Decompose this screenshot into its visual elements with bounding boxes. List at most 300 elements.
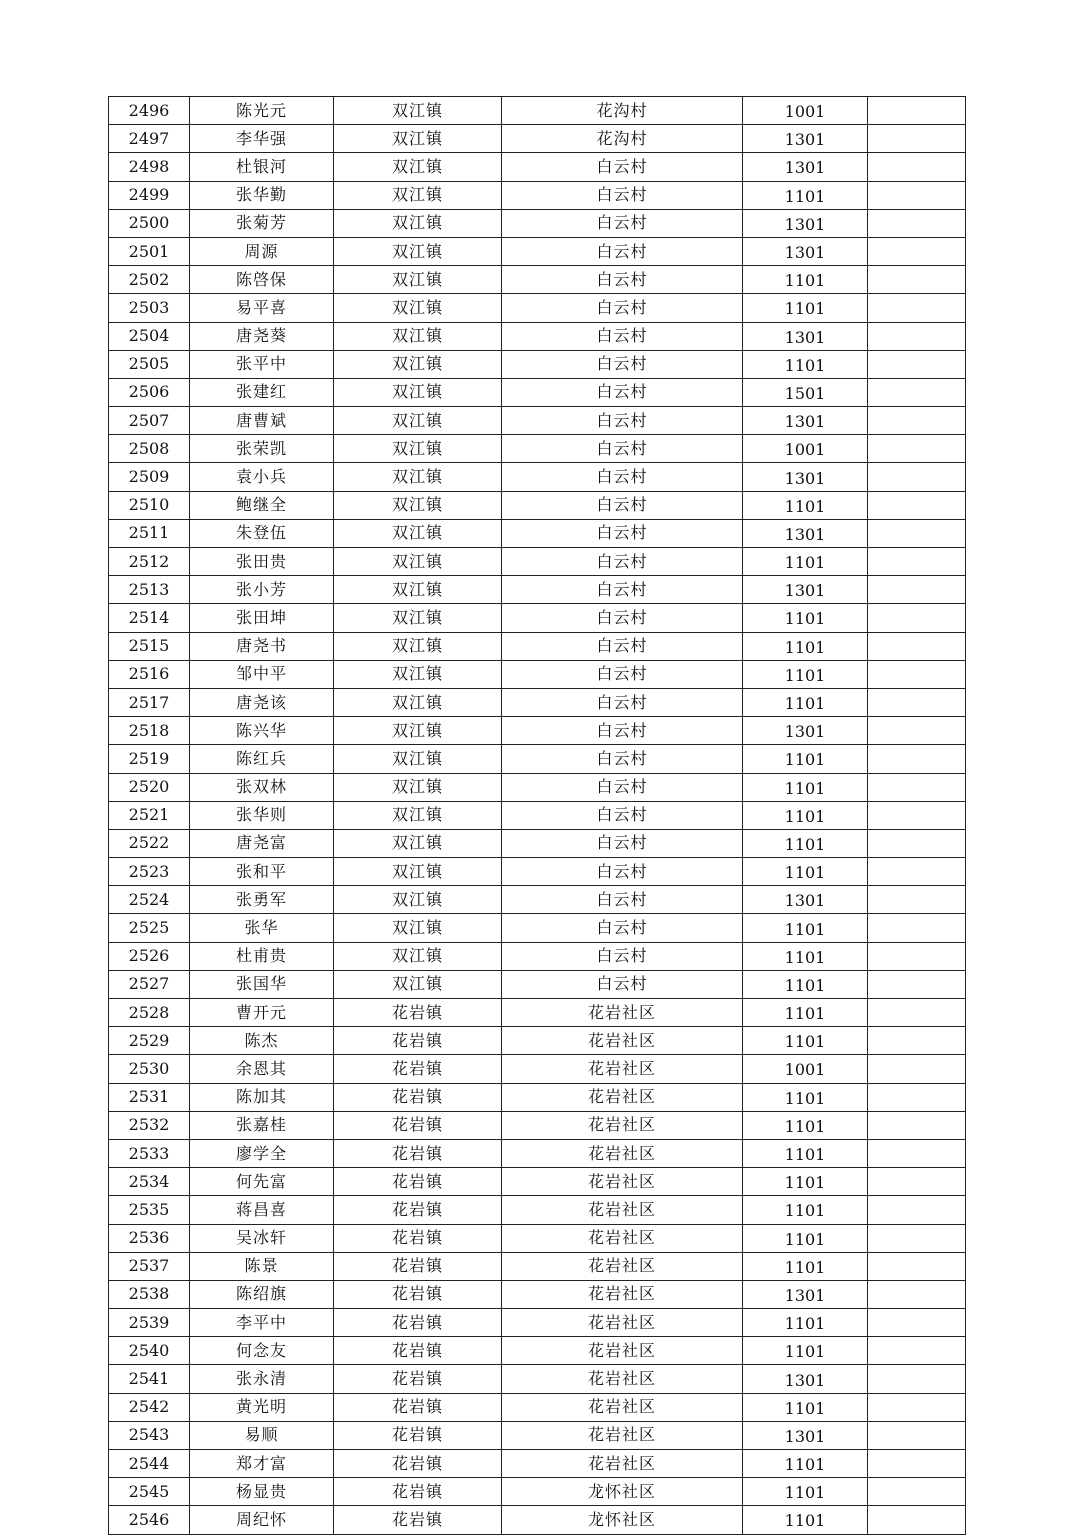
code-cell: 1101 bbox=[743, 350, 868, 378]
row-number-cell: 2524 bbox=[109, 886, 190, 914]
table-row bbox=[109, 519, 966, 547]
village-cell: 花岩社区 bbox=[502, 1111, 743, 1139]
row-number-cell: 2498 bbox=[109, 153, 190, 181]
village-cell: 白云村 bbox=[502, 350, 743, 378]
name-cell: 蒋昌喜 bbox=[190, 1196, 334, 1224]
code-cell: 1101 bbox=[743, 999, 868, 1027]
town-cell: 花岩镇 bbox=[334, 1506, 502, 1534]
village-cell: 白云村 bbox=[502, 660, 743, 688]
name-cell: 黄光明 bbox=[190, 1393, 334, 1421]
name-cell: 朱登伍 bbox=[190, 519, 334, 547]
code-cell: 1101 bbox=[743, 942, 868, 970]
table-row bbox=[109, 1280, 966, 1308]
town-cell: 花岩镇 bbox=[334, 1365, 502, 1393]
village-cell: 白云村 bbox=[502, 181, 743, 209]
row-number-cell: 2544 bbox=[109, 1450, 190, 1478]
town-cell: 双江镇 bbox=[334, 181, 502, 209]
note-cell bbox=[868, 1478, 966, 1506]
village-cell: 白云村 bbox=[502, 773, 743, 801]
row-number-cell: 2532 bbox=[109, 1111, 190, 1139]
note-cell bbox=[868, 1393, 966, 1421]
table-row bbox=[109, 1450, 966, 1478]
name-cell: 陈加其 bbox=[190, 1083, 334, 1111]
note-cell bbox=[868, 773, 966, 801]
roster-table bbox=[108, 96, 966, 1535]
town-cell: 双江镇 bbox=[334, 266, 502, 294]
note-cell bbox=[868, 829, 966, 857]
town-cell: 双江镇 bbox=[334, 773, 502, 801]
town-cell: 双江镇 bbox=[334, 97, 502, 125]
code-cell: 1101 bbox=[743, 548, 868, 576]
code-cell: 1101 bbox=[743, 801, 868, 829]
village-cell: 白云村 bbox=[502, 322, 743, 350]
code-cell: 1301 bbox=[743, 576, 868, 604]
village-cell: 白云村 bbox=[502, 688, 743, 716]
code-cell: 1301 bbox=[743, 322, 868, 350]
row-number-cell: 2501 bbox=[109, 237, 190, 265]
code-cell: 1101 bbox=[743, 1393, 868, 1421]
code-cell: 1101 bbox=[743, 632, 868, 660]
name-cell: 唐尧书 bbox=[190, 632, 334, 660]
note-cell bbox=[868, 519, 966, 547]
name-cell: 李华强 bbox=[190, 125, 334, 153]
code-cell: 1101 bbox=[743, 604, 868, 632]
town-cell: 双江镇 bbox=[334, 491, 502, 519]
village-cell: 花沟村 bbox=[502, 125, 743, 153]
note-cell bbox=[868, 1139, 966, 1167]
table-row bbox=[109, 1168, 966, 1196]
table-row bbox=[109, 1506, 966, 1534]
note-cell bbox=[868, 1280, 966, 1308]
table-row bbox=[109, 914, 966, 942]
village-cell: 花岩社区 bbox=[502, 999, 743, 1027]
code-cell: 1301 bbox=[743, 886, 868, 914]
name-cell: 张永清 bbox=[190, 1365, 334, 1393]
town-cell: 双江镇 bbox=[334, 829, 502, 857]
name-cell: 陈景 bbox=[190, 1252, 334, 1280]
table-row bbox=[109, 181, 966, 209]
village-cell: 白云村 bbox=[502, 266, 743, 294]
row-number-cell: 2510 bbox=[109, 491, 190, 519]
code-cell: 1501 bbox=[743, 378, 868, 406]
code-cell: 1101 bbox=[743, 1168, 868, 1196]
note-cell bbox=[868, 886, 966, 914]
name-cell: 杜甫贵 bbox=[190, 942, 334, 970]
table-row bbox=[109, 604, 966, 632]
village-cell: 花岩社区 bbox=[502, 1365, 743, 1393]
town-cell: 双江镇 bbox=[334, 378, 502, 406]
name-cell: 张菊芳 bbox=[190, 209, 334, 237]
table-row bbox=[109, 125, 966, 153]
table-row bbox=[109, 209, 966, 237]
town-cell: 花岩镇 bbox=[334, 999, 502, 1027]
note-cell bbox=[868, 153, 966, 181]
row-number-cell: 2530 bbox=[109, 1055, 190, 1083]
name-cell: 易顺 bbox=[190, 1421, 334, 1449]
town-cell: 双江镇 bbox=[334, 858, 502, 886]
row-number-cell: 2505 bbox=[109, 350, 190, 378]
name-cell: 张嘉桂 bbox=[190, 1111, 334, 1139]
town-cell: 双江镇 bbox=[334, 125, 502, 153]
table-row bbox=[109, 999, 966, 1027]
note-cell bbox=[868, 576, 966, 604]
code-cell: 1101 bbox=[743, 1224, 868, 1252]
code-cell: 1301 bbox=[743, 1365, 868, 1393]
table-row bbox=[109, 576, 966, 604]
village-cell: 花岩社区 bbox=[502, 1309, 743, 1337]
note-cell bbox=[868, 1111, 966, 1139]
row-number-cell: 2515 bbox=[109, 632, 190, 660]
name-cell: 张和平 bbox=[190, 858, 334, 886]
village-cell: 白云村 bbox=[502, 548, 743, 576]
note-cell bbox=[868, 604, 966, 632]
town-cell: 双江镇 bbox=[334, 914, 502, 942]
name-cell: 李平中 bbox=[190, 1309, 334, 1337]
town-cell: 双江镇 bbox=[334, 407, 502, 435]
code-cell: 1101 bbox=[743, 294, 868, 322]
name-cell: 周源 bbox=[190, 237, 334, 265]
row-number-cell: 2546 bbox=[109, 1506, 190, 1534]
name-cell: 陈光元 bbox=[190, 97, 334, 125]
row-number-cell: 2497 bbox=[109, 125, 190, 153]
village-cell: 花岩社区 bbox=[502, 1450, 743, 1478]
village-cell: 花岩社区 bbox=[502, 1337, 743, 1365]
row-number-cell: 2537 bbox=[109, 1252, 190, 1280]
table-row bbox=[109, 97, 966, 125]
village-cell: 花岩社区 bbox=[502, 1252, 743, 1280]
village-cell: 花沟村 bbox=[502, 97, 743, 125]
note-cell bbox=[868, 1365, 966, 1393]
table-row bbox=[109, 1055, 966, 1083]
town-cell: 双江镇 bbox=[334, 548, 502, 576]
table-row bbox=[109, 1478, 966, 1506]
name-cell: 杜银河 bbox=[190, 153, 334, 181]
note-cell bbox=[868, 632, 966, 660]
village-cell: 花岩社区 bbox=[502, 1421, 743, 1449]
row-number-cell: 2534 bbox=[109, 1168, 190, 1196]
code-cell: 1101 bbox=[743, 1111, 868, 1139]
table-row bbox=[109, 491, 966, 519]
note-cell bbox=[868, 407, 966, 435]
name-cell: 张国华 bbox=[190, 970, 334, 998]
note-cell bbox=[868, 858, 966, 886]
town-cell: 双江镇 bbox=[334, 745, 502, 773]
note-cell bbox=[868, 435, 966, 463]
row-number-cell: 2500 bbox=[109, 209, 190, 237]
note-cell bbox=[868, 491, 966, 519]
row-number-cell: 2529 bbox=[109, 1027, 190, 1055]
note-cell bbox=[868, 999, 966, 1027]
note-cell bbox=[868, 717, 966, 745]
roster-table-body bbox=[109, 97, 966, 1535]
table-row bbox=[109, 266, 966, 294]
name-cell: 廖学全 bbox=[190, 1139, 334, 1167]
row-number-cell: 2514 bbox=[109, 604, 190, 632]
row-number-cell: 2518 bbox=[109, 717, 190, 745]
note-cell bbox=[868, 97, 966, 125]
town-cell: 双江镇 bbox=[334, 209, 502, 237]
table-row bbox=[109, 632, 966, 660]
table-row bbox=[109, 1365, 966, 1393]
name-cell: 张田贵 bbox=[190, 548, 334, 576]
note-cell bbox=[868, 1252, 966, 1280]
village-cell: 白云村 bbox=[502, 153, 743, 181]
town-cell: 花岩镇 bbox=[334, 1224, 502, 1252]
table-row bbox=[109, 153, 966, 181]
village-cell: 白云村 bbox=[502, 914, 743, 942]
town-cell: 双江镇 bbox=[334, 294, 502, 322]
town-cell: 双江镇 bbox=[334, 886, 502, 914]
village-cell: 花岩社区 bbox=[502, 1168, 743, 1196]
note-cell bbox=[868, 1337, 966, 1365]
town-cell: 花岩镇 bbox=[334, 1139, 502, 1167]
table-row bbox=[109, 970, 966, 998]
row-number-cell: 2506 bbox=[109, 378, 190, 406]
village-cell: 白云村 bbox=[502, 801, 743, 829]
town-cell: 双江镇 bbox=[334, 435, 502, 463]
town-cell: 花岩镇 bbox=[334, 1478, 502, 1506]
town-cell: 双江镇 bbox=[334, 153, 502, 181]
town-cell: 花岩镇 bbox=[334, 1027, 502, 1055]
table-row bbox=[109, 435, 966, 463]
name-cell: 吴冰轩 bbox=[190, 1224, 334, 1252]
table-row bbox=[109, 1252, 966, 1280]
table-row bbox=[109, 688, 966, 716]
table-row bbox=[109, 1337, 966, 1365]
table-row bbox=[109, 717, 966, 745]
table-row bbox=[109, 548, 966, 576]
table-row bbox=[109, 1196, 966, 1224]
town-cell: 花岩镇 bbox=[334, 1252, 502, 1280]
code-cell: 1301 bbox=[743, 153, 868, 181]
table-row bbox=[109, 350, 966, 378]
village-cell: 白云村 bbox=[502, 942, 743, 970]
note-cell bbox=[868, 1224, 966, 1252]
note-cell bbox=[868, 1055, 966, 1083]
name-cell: 何先富 bbox=[190, 1168, 334, 1196]
table-row bbox=[109, 1139, 966, 1167]
name-cell: 陈啓保 bbox=[190, 266, 334, 294]
row-number-cell: 2512 bbox=[109, 548, 190, 576]
row-number-cell: 2523 bbox=[109, 858, 190, 886]
village-cell: 白云村 bbox=[502, 294, 743, 322]
village-cell: 白云村 bbox=[502, 519, 743, 547]
name-cell: 鲍继全 bbox=[190, 491, 334, 519]
town-cell: 双江镇 bbox=[334, 322, 502, 350]
row-number-cell: 2536 bbox=[109, 1224, 190, 1252]
code-cell: 1101 bbox=[743, 266, 868, 294]
table-row bbox=[109, 294, 966, 322]
row-number-cell: 2516 bbox=[109, 660, 190, 688]
town-cell: 花岩镇 bbox=[334, 1450, 502, 1478]
village-cell: 白云村 bbox=[502, 378, 743, 406]
table-row bbox=[109, 829, 966, 857]
row-number-cell: 2528 bbox=[109, 999, 190, 1027]
code-cell: 1301 bbox=[743, 125, 868, 153]
table-row bbox=[109, 322, 966, 350]
row-number-cell: 2540 bbox=[109, 1337, 190, 1365]
table-row bbox=[109, 1224, 966, 1252]
code-cell: 1101 bbox=[743, 1027, 868, 1055]
code-cell: 1101 bbox=[743, 1309, 868, 1337]
town-cell: 双江镇 bbox=[334, 463, 502, 491]
code-cell: 1101 bbox=[743, 829, 868, 857]
note-cell bbox=[868, 378, 966, 406]
code-cell: 1001 bbox=[743, 435, 868, 463]
row-number-cell: 2526 bbox=[109, 942, 190, 970]
table-row bbox=[109, 1083, 966, 1111]
village-cell: 白云村 bbox=[502, 407, 743, 435]
note-cell bbox=[868, 1450, 966, 1478]
village-cell: 花岩社区 bbox=[502, 1224, 743, 1252]
code-cell: 1101 bbox=[743, 914, 868, 942]
row-number-cell: 2539 bbox=[109, 1309, 190, 1337]
code-cell: 1101 bbox=[743, 1478, 868, 1506]
village-cell: 花岩社区 bbox=[502, 1196, 743, 1224]
row-number-cell: 2499 bbox=[109, 181, 190, 209]
name-cell: 周纪怀 bbox=[190, 1506, 334, 1534]
town-cell: 双江镇 bbox=[334, 660, 502, 688]
table-row bbox=[109, 858, 966, 886]
table-row bbox=[109, 745, 966, 773]
village-cell: 白云村 bbox=[502, 209, 743, 237]
note-cell bbox=[868, 1506, 966, 1534]
note-cell bbox=[868, 125, 966, 153]
note-cell bbox=[868, 350, 966, 378]
village-cell: 龙怀社区 bbox=[502, 1506, 743, 1534]
table-row bbox=[109, 1309, 966, 1337]
table-row bbox=[109, 660, 966, 688]
village-cell: 白云村 bbox=[502, 463, 743, 491]
town-cell: 花岩镇 bbox=[334, 1393, 502, 1421]
code-cell: 1101 bbox=[743, 688, 868, 716]
village-cell: 花岩社区 bbox=[502, 1393, 743, 1421]
name-cell: 杨显贵 bbox=[190, 1478, 334, 1506]
village-cell: 花岩社区 bbox=[502, 1027, 743, 1055]
note-cell bbox=[868, 914, 966, 942]
town-cell: 花岩镇 bbox=[334, 1055, 502, 1083]
name-cell: 陈杰 bbox=[190, 1027, 334, 1055]
town-cell: 双江镇 bbox=[334, 970, 502, 998]
note-cell bbox=[868, 209, 966, 237]
code-cell: 1301 bbox=[743, 407, 868, 435]
code-cell: 1301 bbox=[743, 1280, 868, 1308]
row-number-cell: 2496 bbox=[109, 97, 190, 125]
village-cell: 白云村 bbox=[502, 491, 743, 519]
row-number-cell: 2507 bbox=[109, 407, 190, 435]
row-number-cell: 2542 bbox=[109, 1393, 190, 1421]
table-row bbox=[109, 942, 966, 970]
row-number-cell: 2525 bbox=[109, 914, 190, 942]
town-cell: 花岩镇 bbox=[334, 1421, 502, 1449]
note-cell bbox=[868, 1421, 966, 1449]
note-cell bbox=[868, 660, 966, 688]
village-cell: 白云村 bbox=[502, 970, 743, 998]
note-cell bbox=[868, 801, 966, 829]
town-cell: 双江镇 bbox=[334, 717, 502, 745]
row-number-cell: 2527 bbox=[109, 970, 190, 998]
note-cell bbox=[868, 1309, 966, 1337]
town-cell: 双江镇 bbox=[334, 632, 502, 660]
village-cell: 白云村 bbox=[502, 604, 743, 632]
name-cell: 余恩其 bbox=[190, 1055, 334, 1083]
village-cell: 花岩社区 bbox=[502, 1083, 743, 1111]
code-cell: 1101 bbox=[743, 1196, 868, 1224]
code-cell: 1001 bbox=[743, 97, 868, 125]
village-cell: 白云村 bbox=[502, 858, 743, 886]
name-cell: 张华则 bbox=[190, 801, 334, 829]
table-row bbox=[109, 407, 966, 435]
note-cell bbox=[868, 1027, 966, 1055]
name-cell: 唐尧该 bbox=[190, 688, 334, 716]
name-cell: 唐曹斌 bbox=[190, 407, 334, 435]
village-cell: 花岩社区 bbox=[502, 1280, 743, 1308]
table-row bbox=[109, 463, 966, 491]
table-row bbox=[109, 1111, 966, 1139]
note-cell bbox=[868, 688, 966, 716]
note-cell bbox=[868, 237, 966, 265]
town-cell: 双江镇 bbox=[334, 688, 502, 716]
code-cell: 1001 bbox=[743, 1055, 868, 1083]
code-cell: 1101 bbox=[743, 858, 868, 886]
name-cell: 何念友 bbox=[190, 1337, 334, 1365]
name-cell: 曹开元 bbox=[190, 999, 334, 1027]
name-cell: 张田坤 bbox=[190, 604, 334, 632]
town-cell: 双江镇 bbox=[334, 942, 502, 970]
town-cell: 双江镇 bbox=[334, 604, 502, 632]
table-row bbox=[109, 237, 966, 265]
note-cell bbox=[868, 322, 966, 350]
town-cell: 双江镇 bbox=[334, 237, 502, 265]
name-cell: 唐尧富 bbox=[190, 829, 334, 857]
note-cell bbox=[868, 1168, 966, 1196]
code-cell: 1101 bbox=[743, 1337, 868, 1365]
code-cell: 1101 bbox=[743, 773, 868, 801]
code-cell: 1101 bbox=[743, 1252, 868, 1280]
row-number-cell: 2503 bbox=[109, 294, 190, 322]
table-row bbox=[109, 801, 966, 829]
town-cell: 花岩镇 bbox=[334, 1196, 502, 1224]
row-number-cell: 2545 bbox=[109, 1478, 190, 1506]
note-cell bbox=[868, 1196, 966, 1224]
row-number-cell: 2531 bbox=[109, 1083, 190, 1111]
town-cell: 双江镇 bbox=[334, 519, 502, 547]
town-cell: 双江镇 bbox=[334, 350, 502, 378]
code-cell: 1101 bbox=[743, 1506, 868, 1534]
village-cell: 花岩社区 bbox=[502, 1055, 743, 1083]
note-cell bbox=[868, 548, 966, 576]
village-cell: 花岩社区 bbox=[502, 1139, 743, 1167]
village-cell: 白云村 bbox=[502, 632, 743, 660]
town-cell: 花岩镇 bbox=[334, 1337, 502, 1365]
row-number-cell: 2508 bbox=[109, 435, 190, 463]
code-cell: 1101 bbox=[743, 660, 868, 688]
table-row bbox=[109, 378, 966, 406]
code-cell: 1301 bbox=[743, 717, 868, 745]
name-cell: 陈兴华 bbox=[190, 717, 334, 745]
town-cell: 花岩镇 bbox=[334, 1309, 502, 1337]
name-cell: 张双林 bbox=[190, 773, 334, 801]
village-cell: 白云村 bbox=[502, 435, 743, 463]
name-cell: 陈绍旗 bbox=[190, 1280, 334, 1308]
code-cell: 1101 bbox=[743, 491, 868, 519]
table-row bbox=[109, 1421, 966, 1449]
name-cell: 张华 bbox=[190, 914, 334, 942]
name-cell: 张荣凯 bbox=[190, 435, 334, 463]
town-cell: 花岩镇 bbox=[334, 1168, 502, 1196]
code-cell: 1301 bbox=[743, 209, 868, 237]
row-number-cell: 2519 bbox=[109, 745, 190, 773]
